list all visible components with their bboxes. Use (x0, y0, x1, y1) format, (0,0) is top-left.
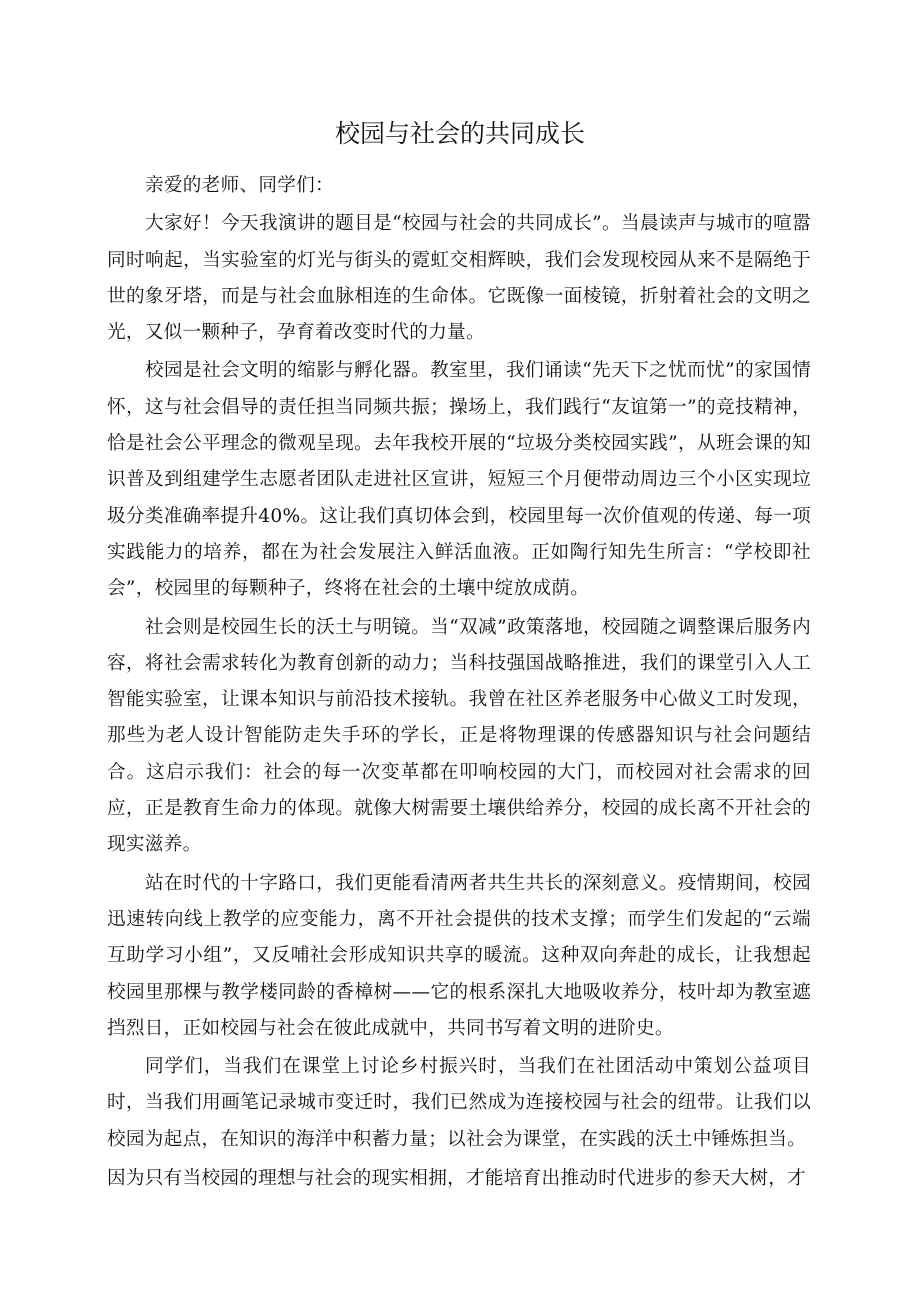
final-line: 因为只有当校园的理想与社会的现实相拥，才能培育出推动时代进步的参天大树，才 (107, 1168, 807, 1189)
paragraph-campus-as-incubator: 校园是社会文明的缩影与孵化器。教室里，我们诵读“先天下之忧而忧”的家国情怀，这与社会倡导的责任担当同频共振；操场上，我们践行“友谊第一”的竞技精神，恰是社会公平理念的微观呈现。去年我校开展的“垃圾分类校园实践”，从班会课的知识普及到组建学生志愿者团队走进社区宣讲，短短三个月便带动周边三个小区实现垃圾分类准确率提升40%。这让我们真切体会到，校园里每一次价值观的传递、每一项实践能力的培养，都在为社会发展注入鲜活血液。正如陶行知先生所言：“学校即社会”，校园里的每颗种子，终将在社会的土壤中绽放成荫。 (107, 360, 811, 600)
salutation: 亲爱的老师、同学们： (145, 175, 334, 196)
paragraph-society-as-soil: 社会则是校园生长的沃土与明镜。当“双减”政策落地，校园随之调整课后服务内容，将社会需求转化为教育创新的动力；当科技强国战略推进，我们的课堂引入人工智能实验室，让课本知识与前沿技术接轨。我曾在社区养老服务中心做义工时发现，那些为老人设计智能防走失手环的学长，正是将物理课的传感器知识与社会问题结合。这启示我们：社会的每一次变革都在叩响校园的大门，而校园对社会需求的回应，正是教育生命力的体现。就像大树需要土壤供给养分，校园的成长离不开社会的现实滋养。 (107, 616, 811, 856)
document-title: 校园与社会的共同成长 (334, 119, 585, 148)
paragraph-call-to-action: 同学们，当我们在课堂上讨论乡村振兴时，当我们在社团活动中策划公益项目时，当我们用画笔记录城市变迁时，我们已然成为连接校园与社会的纽带。让我们以校园为起点，在知识的海洋中积蓄力量；以社会为课堂，在实践的沃土中锤炼担当。 (107, 1056, 811, 1150)
paragraph-greeting: 大家好！今天我演讲的题目是“校园与社会的共同成长”。当晨读声与城市的喧嚣同时响起，当实验室的灯光与街头的霓虹交相辉映，我们会发现校园从来不是隔绝于世的象牙塔，而是与社会血脉相连的生命体。它既像一面棱镜，折射着社会的文明之光，又似一颗种子，孕育着改变时代的力量。 (107, 213, 811, 344)
document-body (107, 168, 811, 1158)
paragraph-coexistence: 站在时代的十字路口，我们更能看清两者共生共长的深刻意义。疫情期间，校园迅速转向线上教学的应变能力，离不开社会提供的技术支撑；而学生们发起的“云端互助学习小组”，又反哺社会形成知识共享的暖流。这种双向奔赴的成长，让我想起校园里那棵与教学楼同龄的香樟树——它的根系深扎大地吸收养分，枝叶却为教室遮挡烈日，正如校园与社会在彼此成就中，共同书写着文明的进阶史。 (107, 872, 811, 1039)
